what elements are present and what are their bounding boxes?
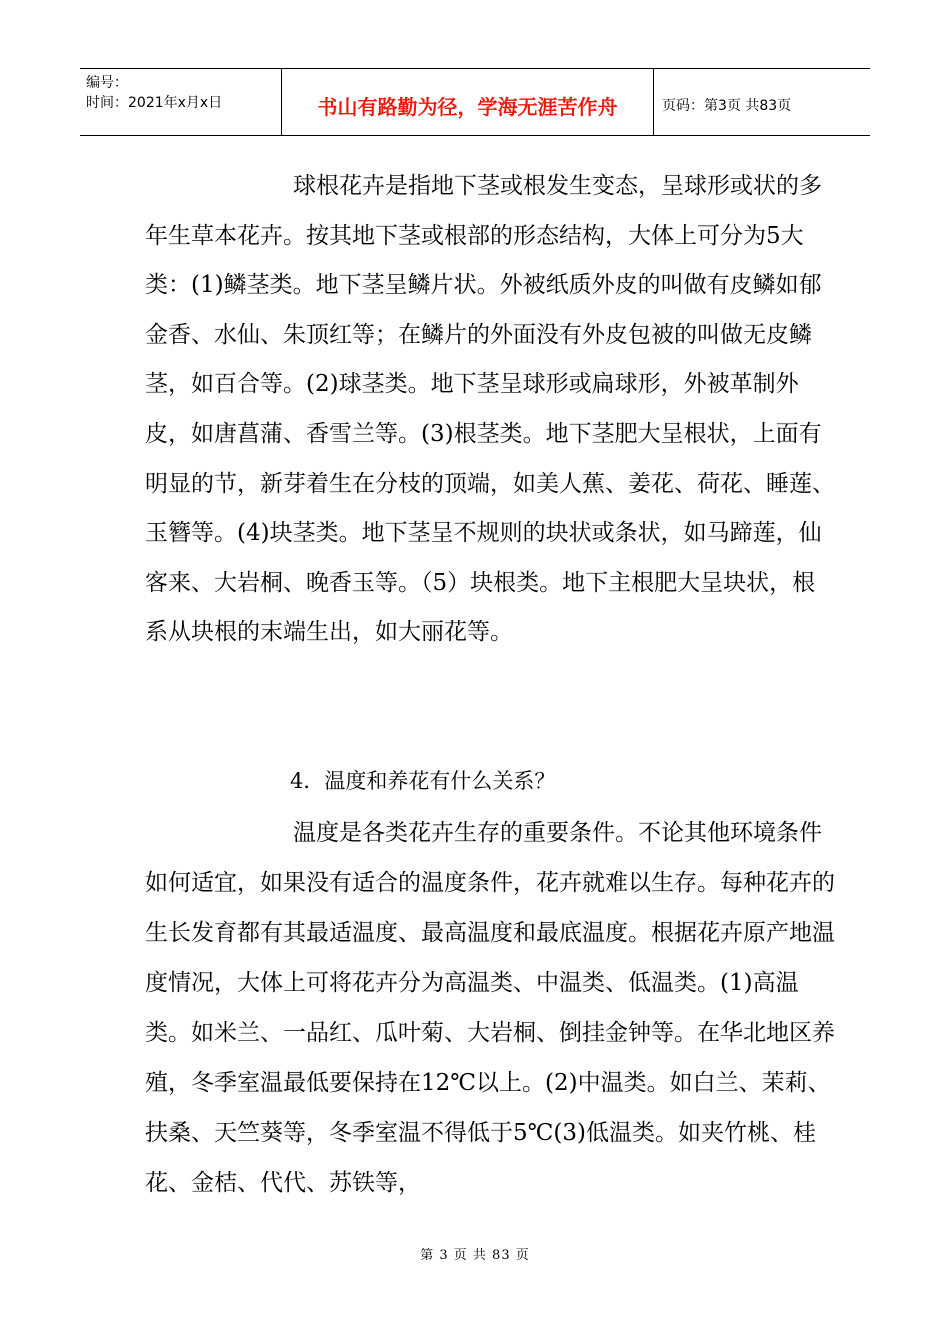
header-page-number: 页码：第3页 共83页 [662,98,792,114]
paragraph-temperature: 温度是各类花卉生存的重要条件。不论其他环境条件如何适宜，如果没有适合的温度条件，花卉就难以生存。每种花卉的生长发育都有其最适温度、最高温度和最底温度。根据花卉原产地温度情况，大体上可将花卉分为高温类、中温类、低温类。(1)高温类。如米兰、一品红、瓜叶菊、大岩桐、倒挂金钟等。在华北地区养殖，冬季室温最低要保持在12℃以上。(2)中温类。如白兰、茉莉、扶桑、天竺葵等，冬季室温不得低于5℃(3)低温类。如夹竹桃、桂花、金桔、代代、苏铁等， [145,820,835,1196]
section-heading: 4．温度和养花有什么关系？ [290,769,556,793]
header-meta [80,69,282,135]
document-number-label: 编号： [86,75,128,91]
body-section-2 [145,808,835,1208]
document-time-label: 时间：2021年x月x日 [86,95,223,111]
page-footer: 第 3 页 共 83 页 [420,1248,530,1263]
header-motto: 书山有路勤为径，学海无涯苦作舟 [282,69,654,135]
paragraph-bulb-flowers: 球根花卉是指地下茎或根发生变态，呈球形或状的多年生草本花卉。按其地下茎或根部的形态结构，大体上可分为5大类：(1)鳞茎类。地下茎呈鳞片状。外被纸质外皮的叫做有皮鳞如郁金香、水仙、朱顶红等；在鳞片的外面没有外皮包被的叫做无皮鳞茎，如百合等。(2)球茎类。地下茎呈球形或扁球形，外被革制外皮，如唐菖蒲、香雪兰等。(3)根茎类。地下茎肥大呈根状，上面有明显的节，新芽着生在分枝的顶端，如美人蕉、姜花、荷花、睡莲、玉簪等。(4)块茎类。地下茎呈不规则的块状或条状，如马蹄莲，仙客来、大岩桐、晚香玉等。（5）块根类。地下主根肥大呈块状，根系从块根的末端生出，如大丽花等。 [145,173,835,646]
body-section-1 [145,162,835,658]
page-header [80,68,870,136]
